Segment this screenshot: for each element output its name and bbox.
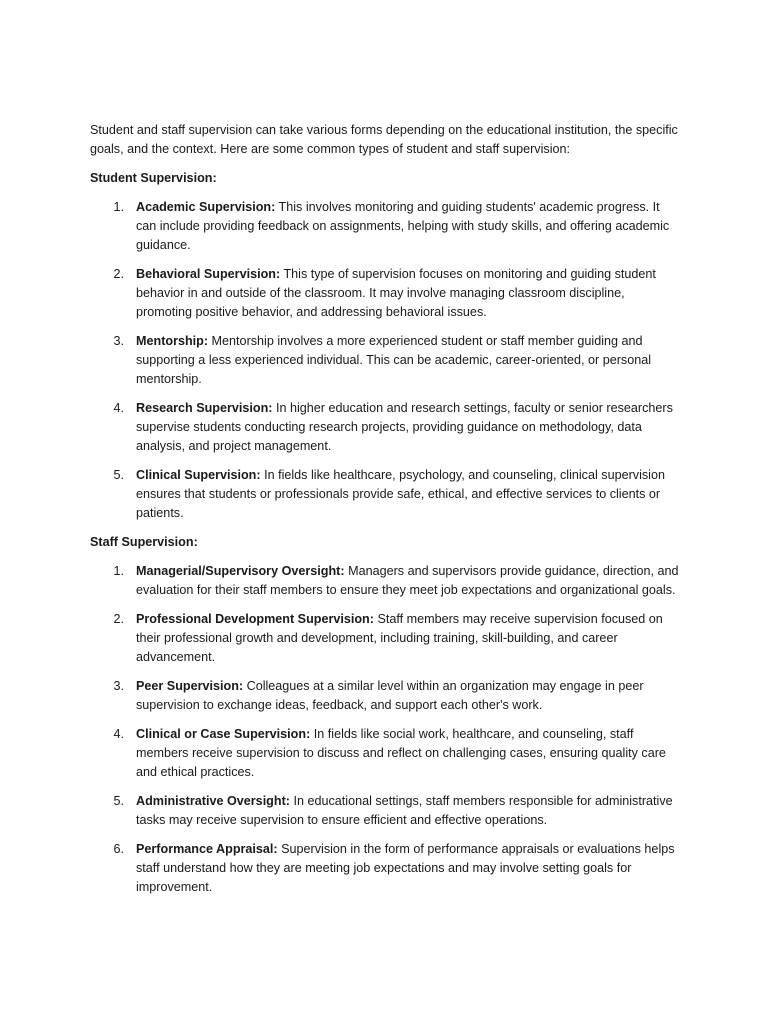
list-item: [90, 198, 680, 255]
item-text: This involves monitoring and guiding students' academic progress. It can include providing feedback on assignments, helping with study skills, and offering academic guidance.: [136, 200, 670, 252]
item-term: Peer Supervision:: [136, 679, 244, 693]
item-term: Research Supervision:: [136, 401, 273, 415]
list-item: [90, 466, 680, 523]
item-text: Staff members may receive supervision focused on their professional growth and development, including training, skill-building, and career advancement.: [136, 612, 663, 664]
item-text: Supervision in the form of performance appraisals or evaluations helps staff understand how they are meeting job expectations and may involve setting goals for improvement.: [136, 842, 675, 894]
list-item: [90, 332, 680, 389]
list-item: [90, 725, 680, 782]
item-text: This type of supervision focuses on monitoring and guiding student behavior in and outside of the classroom. It may involve managing classroom discipline, promoting positive behavior, and addressing behavioral issues.: [136, 267, 656, 319]
item-term: Administrative Oversight:: [136, 794, 290, 808]
item-term: Professional Development Supervision:: [136, 612, 374, 626]
item-text: In educational settings, staff members responsible for administrative tasks may receive supervision to ensure efficient and effective operations.: [136, 794, 673, 827]
item-number: 3.: [113, 334, 124, 348]
student-supervision-heading: Student Supervision:: [90, 171, 217, 185]
list-item: [90, 677, 680, 715]
staff-supervision-heading: Staff Supervision:: [90, 535, 198, 549]
list-item: [90, 265, 680, 322]
intro-paragraph: Student and staff supervision can take various forms depending on the educational institution, the specific goals, and the context. Here are some common types of student and staff supervision:: [90, 123, 678, 156]
item-term: Behavioral Supervision:: [136, 267, 281, 281]
staff-supervision-list: [90, 562, 680, 897]
item-term: Clinical or Case Supervision:: [136, 727, 311, 741]
item-text: Mentorship involves a more experienced student or staff member guiding and supporting a less experienced individual. This can be academic, career-oriented, or personal mentorship.: [136, 334, 652, 386]
student-supervision-list: [90, 198, 680, 523]
item-term: Mentorship:: [136, 334, 209, 348]
item-number: 5.: [113, 468, 124, 482]
item-term: Clinical Supervision:: [136, 468, 261, 482]
item-number: 3.: [113, 679, 124, 693]
item-number: 5.: [113, 794, 124, 808]
item-term: Academic Supervision:: [136, 200, 276, 214]
item-text: Managers and supervisors provide guidance, direction, and evaluation for their staff members to ensure they meet job expectations and organizational goals.: [136, 564, 679, 597]
list-item: [90, 792, 680, 830]
item-number: 2.: [113, 612, 124, 626]
list-item: [90, 840, 680, 897]
item-text: In fields like healthcare, psychology, and counseling, clinical supervision ensures that students or professionals provide safe, ethical, and effective services to clients or patients.: [136, 468, 665, 520]
item-term: Performance Appraisal:: [136, 842, 278, 856]
item-term: Managerial/Supervisory Oversight:: [136, 564, 345, 578]
item-text: In higher education and research settings, faculty or senior researchers supervise students conducting research projects, providing guidance on methodology, data analysis, and project management.: [136, 401, 673, 453]
item-text: In fields like social work, healthcare, and counseling, staff members receive supervision to discuss and reflect on challenging cases, ensuring quality care and ethical practices.: [136, 727, 666, 779]
item-text: Colleagues at a similar level within an organization may engage in peer supervision to exchange ideas, feedback, and support each other's work.: [136, 679, 644, 712]
list-item: [90, 610, 680, 667]
item-number: 2.: [113, 267, 124, 281]
item-number: 6.: [113, 842, 124, 856]
item-number: 1.: [113, 200, 124, 214]
item-number: 4.: [113, 401, 124, 415]
list-item: [90, 562, 680, 600]
document-page: [90, 121, 680, 907]
list-item: [90, 399, 680, 456]
item-number: 1.: [113, 564, 124, 578]
item-number: 4.: [113, 727, 124, 741]
